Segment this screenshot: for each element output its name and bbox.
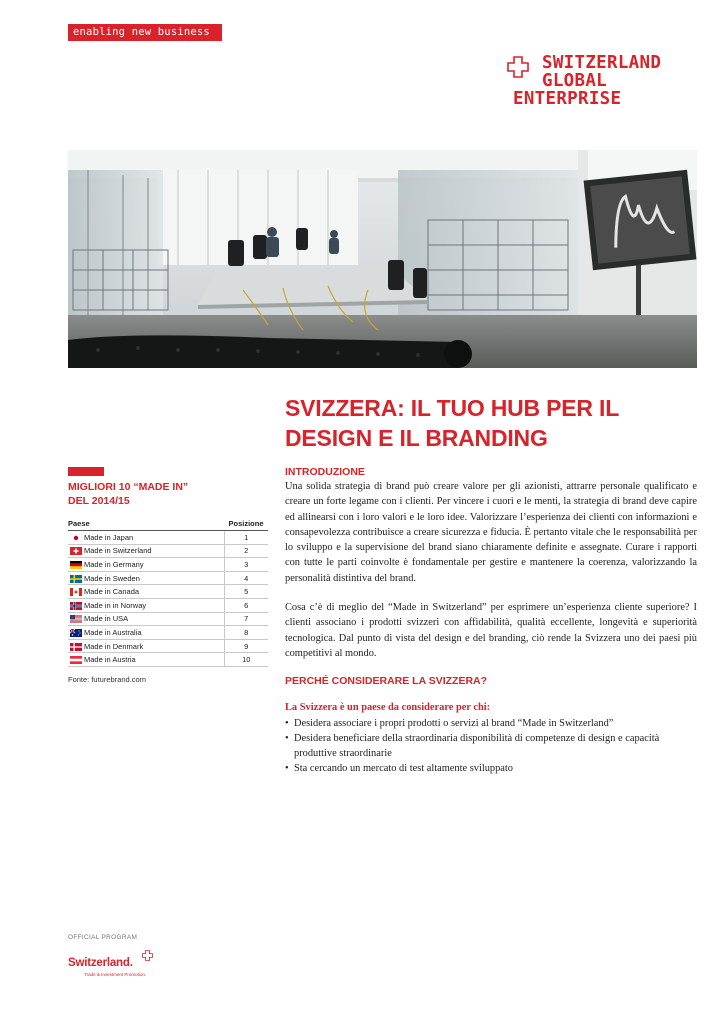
country-label: Made in Germany <box>84 558 224 572</box>
logo-line-2: GLOBAL <box>542 71 608 91</box>
ranking-accent-bar <box>68 467 104 476</box>
country-label: Made in Austria <box>84 653 224 667</box>
position-value: 10 <box>224 653 268 667</box>
logo-line-1: SWITZERLAND <box>542 53 662 73</box>
official-program-label: OFFICIAL PROGRAM <box>68 934 138 941</box>
intro-paragraph-1: Una solida strategia di brand può creare valore per gli azionisti, attrarre personale qualificato e creare un forte legame con i clienti. Per vincere i cuori e le menti, la strategia di brand deve capire ed allinearsi con i loro valori e le loro idee. Valorizzare l’esperienza dei clienti con informazioni e consapevolezza contribuisce a creare sicurezza e fiducia. È pertanto vitale che le responsabilità per lo sviluppo e la supervisione del brand siano chiaramente definite e assegnate. Curare i rapporti con tutte le parti coinvolte è fondamentale per gestire e mantenere la coerenza, valorizzando la personalità distintiva del brand. <box>285 481 697 584</box>
intro-paragraph-2: Cosa c’è di meglio del “Made in Switzerland” per esprimere un’esperienza cliente superiore? I clienti associano i prodotti svizzeri con affidabilità, qualità eccellente, longevità e superiorità tecnologica. Dal punto di vista del design e del branding, ciò rende la Svizzera uno dei paesi più competitivi al mondo. <box>285 602 697 659</box>
position-value: 9 <box>224 639 268 653</box>
country-label: Made in Canada <box>84 585 224 599</box>
ranking-title <box>68 480 268 508</box>
column-header-country: Paese <box>68 516 224 531</box>
sweden-flag-icon <box>70 575 82 583</box>
country-label: Made in USA <box>84 612 224 626</box>
denmark-flag-icon <box>70 643 82 651</box>
table-row <box>68 558 268 572</box>
table-row <box>68 626 268 640</box>
country-label: Made in Switzerland <box>84 544 224 558</box>
position-value: 4 <box>224 571 268 585</box>
position-value: 7 <box>224 612 268 626</box>
page-title-line-1: SVIZZERA: IL TUO HUB PER IL <box>285 395 620 421</box>
ranking-table <box>68 516 268 667</box>
list-item: • Sta cercando un mercato di test altamente sviluppato <box>285 761 697 776</box>
swiss-cross-icon <box>142 950 153 961</box>
position-value: 5 <box>224 585 268 599</box>
usa-flag-icon <box>70 615 82 623</box>
japan-flag-icon <box>70 534 82 542</box>
country-label: Made in Japan <box>84 531 224 545</box>
page-title <box>285 393 705 453</box>
table-row <box>68 585 268 599</box>
germany-flag-icon <box>70 561 82 569</box>
list-item: • Desidera beneficiare della straordinaria disponibilità di competenze di design e capacità produttive straordinarie <box>285 731 697 762</box>
position-value: 3 <box>224 558 268 572</box>
logo-line-3: ENTERPRISE <box>513 89 622 109</box>
why-list <box>285 716 697 777</box>
ranking-title-line-2: DEL 2014/15 <box>68 495 130 507</box>
table-row <box>68 653 268 667</box>
switzerland-flag-icon <box>70 547 82 555</box>
office-photo <box>68 150 697 368</box>
country-label: Made in Denmark <box>84 639 224 653</box>
position-value: 6 <box>224 598 268 612</box>
page-title-line-2: DESIGN E IL BRANDING <box>285 425 548 451</box>
country-label: Made in Australia <box>84 626 224 640</box>
ranking-source: Fonte: futurebrand.com <box>68 675 146 684</box>
table-row <box>68 544 268 558</box>
tagline: enabling new business <box>68 24 222 41</box>
australia-flag-icon <box>70 629 82 637</box>
table-row <box>68 531 268 545</box>
canada-flag-icon <box>70 588 82 596</box>
table-row <box>68 571 268 585</box>
position-value: 2 <box>224 544 268 558</box>
office-photo-illustration <box>68 150 697 368</box>
ranking-title-line-1: MIGLIORI 10 “MADE IN” <box>68 481 189 493</box>
norway-flag-icon <box>70 602 82 610</box>
country-label: Made in in Norway <box>84 598 224 612</box>
list-item: • Desidera associare i propri prodotti o servizi al brand “Made in Switzerland” <box>285 716 697 731</box>
why-subheading: La Svizzera è un paese da considerare per chi: <box>285 702 491 714</box>
switzerland-brand-word: Switzerland. <box>68 957 133 969</box>
position-value: 8 <box>224 626 268 640</box>
position-value: 1 <box>224 531 268 545</box>
table-row <box>68 612 268 626</box>
country-label: Made in Sweden <box>84 571 224 585</box>
table-row <box>68 598 268 612</box>
column-header-position: Posizione <box>224 516 268 531</box>
austria-flag-icon <box>70 656 82 664</box>
intro-heading: INTRODUZIONE <box>285 466 365 478</box>
main-content <box>285 466 697 777</box>
table-row <box>68 639 268 653</box>
why-heading: PERCHÉ CONSIDERARE LA SVIZZERA? <box>285 675 488 688</box>
switzerland-brand-subtitle: Trade & Investment Promotion. <box>84 972 147 977</box>
